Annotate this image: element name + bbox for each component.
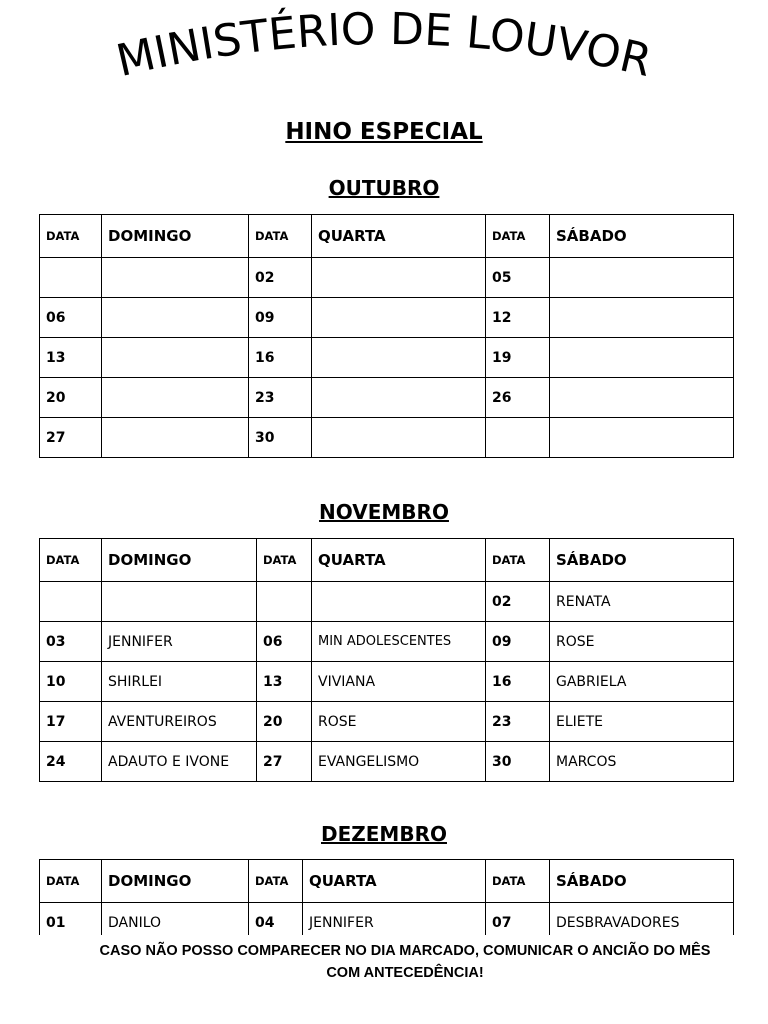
day-number-cell: 01 [40, 903, 102, 936]
day-number-cell: 17 [40, 702, 102, 742]
performer-cell: GABRIELA [550, 662, 734, 702]
header-date: DATA [40, 215, 102, 258]
performer-cell: JENNIFER [102, 622, 257, 662]
table-row [40, 258, 734, 298]
table-row [40, 298, 734, 338]
day-number-cell: 04 [249, 903, 303, 936]
day-number-cell: 30 [486, 742, 550, 782]
performer-cell [550, 418, 734, 458]
header-date: DATA [249, 215, 312, 258]
table-row [40, 742, 734, 782]
performer-cell: ELIETE [550, 702, 734, 742]
header-sabado: SÁBADO [550, 860, 734, 903]
header-sabado: SÁBADO [550, 539, 734, 582]
day-number-cell: 05 [486, 258, 550, 298]
header-sabado: SÁBADO [550, 215, 734, 258]
header-quarta: QUARTA [312, 215, 486, 258]
day-number-cell: 13 [40, 338, 102, 378]
performer-cell [312, 418, 486, 458]
day-number-cell: 30 [249, 418, 312, 458]
performer-cell [550, 298, 734, 338]
performer-cell: AVENTUREIROS [102, 702, 257, 742]
day-number-cell: 23 [486, 702, 550, 742]
day-number-cell: 02 [486, 582, 550, 622]
ministry-banner [0, 0, 768, 110]
header-domingo: DOMINGO [102, 860, 249, 903]
table-row [40, 338, 734, 378]
performer-cell: SHIRLEI [102, 662, 257, 702]
performer-cell [312, 378, 486, 418]
performer-cell [550, 258, 734, 298]
header-domingo: DOMINGO [102, 215, 249, 258]
page-title: HINO ESPECIAL [285, 119, 483, 145]
table-row [40, 582, 734, 622]
day-number-cell [40, 582, 102, 622]
performer-cell: RENATA [550, 582, 734, 622]
table-row [40, 662, 734, 702]
day-number-cell: 02 [249, 258, 312, 298]
footer-notice: CASO NÃO POSSO COMPARECER NO DIA MARCADO, COMUNICAR O ANCIÃO DO MÊS COM ANTECEDÊNCIA! [99, 943, 711, 981]
banner-text: MINISTÉRIO DE LOUVOR [111, 3, 657, 88]
day-number-cell [486, 418, 550, 458]
header-date: DATA [486, 215, 550, 258]
performer-cell [312, 298, 486, 338]
day-number-cell: 19 [486, 338, 550, 378]
day-number-cell [257, 582, 312, 622]
day-number-cell: 06 [40, 298, 102, 338]
performer-cell [102, 582, 257, 622]
performer-cell: EVANGELISMO [312, 742, 486, 782]
performer-cell: JENNIFER [303, 903, 486, 936]
performer-cell: MIN ADOLESCENTES [312, 622, 486, 662]
header-date: DATA [486, 860, 550, 903]
header-date: DATA [40, 860, 102, 903]
day-number-cell: 23 [249, 378, 312, 418]
performer-cell: MARCOS [550, 742, 734, 782]
table-row [40, 903, 734, 936]
table-header-row [40, 215, 734, 258]
header-date: DATA [249, 860, 303, 903]
performer-cell: VIVIANA [312, 662, 486, 702]
day-number-cell: 10 [40, 662, 102, 702]
month-title-novembro: NOVEMBRO [319, 500, 449, 524]
day-number-cell: 20 [40, 378, 102, 418]
performer-cell: DANILO [102, 903, 249, 936]
table-header-row [40, 860, 734, 903]
month-title-outubro: OUTUBRO [328, 176, 440, 200]
performer-cell [312, 582, 486, 622]
header-date: DATA [257, 539, 312, 582]
performer-cell [102, 378, 249, 418]
day-number-cell: 27 [257, 742, 312, 782]
table-row [40, 622, 734, 662]
day-number-cell: 12 [486, 298, 550, 338]
performer-cell: DESBRAVADORES [550, 903, 734, 936]
performer-cell [102, 338, 249, 378]
header-quarta: QUARTA [303, 860, 486, 903]
performer-cell: ROSE [550, 622, 734, 662]
header-domingo: DOMINGO [102, 539, 257, 582]
performer-cell [312, 338, 486, 378]
table-header-row [40, 539, 734, 582]
performer-cell [312, 258, 486, 298]
schedule-table-dezembro [39, 859, 734, 935]
day-number-cell: 26 [486, 378, 550, 418]
day-number-cell: 13 [257, 662, 312, 702]
month-title-dezembro: DEZEMBRO [321, 822, 447, 846]
day-number-cell: 27 [40, 418, 102, 458]
performer-cell: ROSE [312, 702, 486, 742]
day-number-cell: 06 [257, 622, 312, 662]
day-number-cell: 03 [40, 622, 102, 662]
day-number-cell: 16 [249, 338, 312, 378]
performer-cell [550, 338, 734, 378]
performer-cell [102, 418, 249, 458]
dezembro-table-clip [39, 859, 735, 935]
schedule-table-novembro [39, 538, 734, 782]
table-row [40, 378, 734, 418]
header-date: DATA [486, 539, 550, 582]
table-row [40, 702, 734, 742]
day-number-cell: 09 [249, 298, 312, 338]
table-row [40, 418, 734, 458]
performer-cell [102, 258, 249, 298]
day-number-cell: 09 [486, 622, 550, 662]
performer-cell [550, 378, 734, 418]
day-number-cell: 24 [40, 742, 102, 782]
header-quarta: QUARTA [312, 539, 486, 582]
day-number-cell: 20 [257, 702, 312, 742]
schedule-table-outubro [39, 214, 734, 458]
performer-cell: ADAUTO E IVONE [102, 742, 257, 782]
day-number-cell: 07 [486, 903, 550, 936]
performer-cell [102, 298, 249, 338]
header-date: DATA [40, 539, 102, 582]
day-number-cell [40, 258, 102, 298]
day-number-cell: 16 [486, 662, 550, 702]
